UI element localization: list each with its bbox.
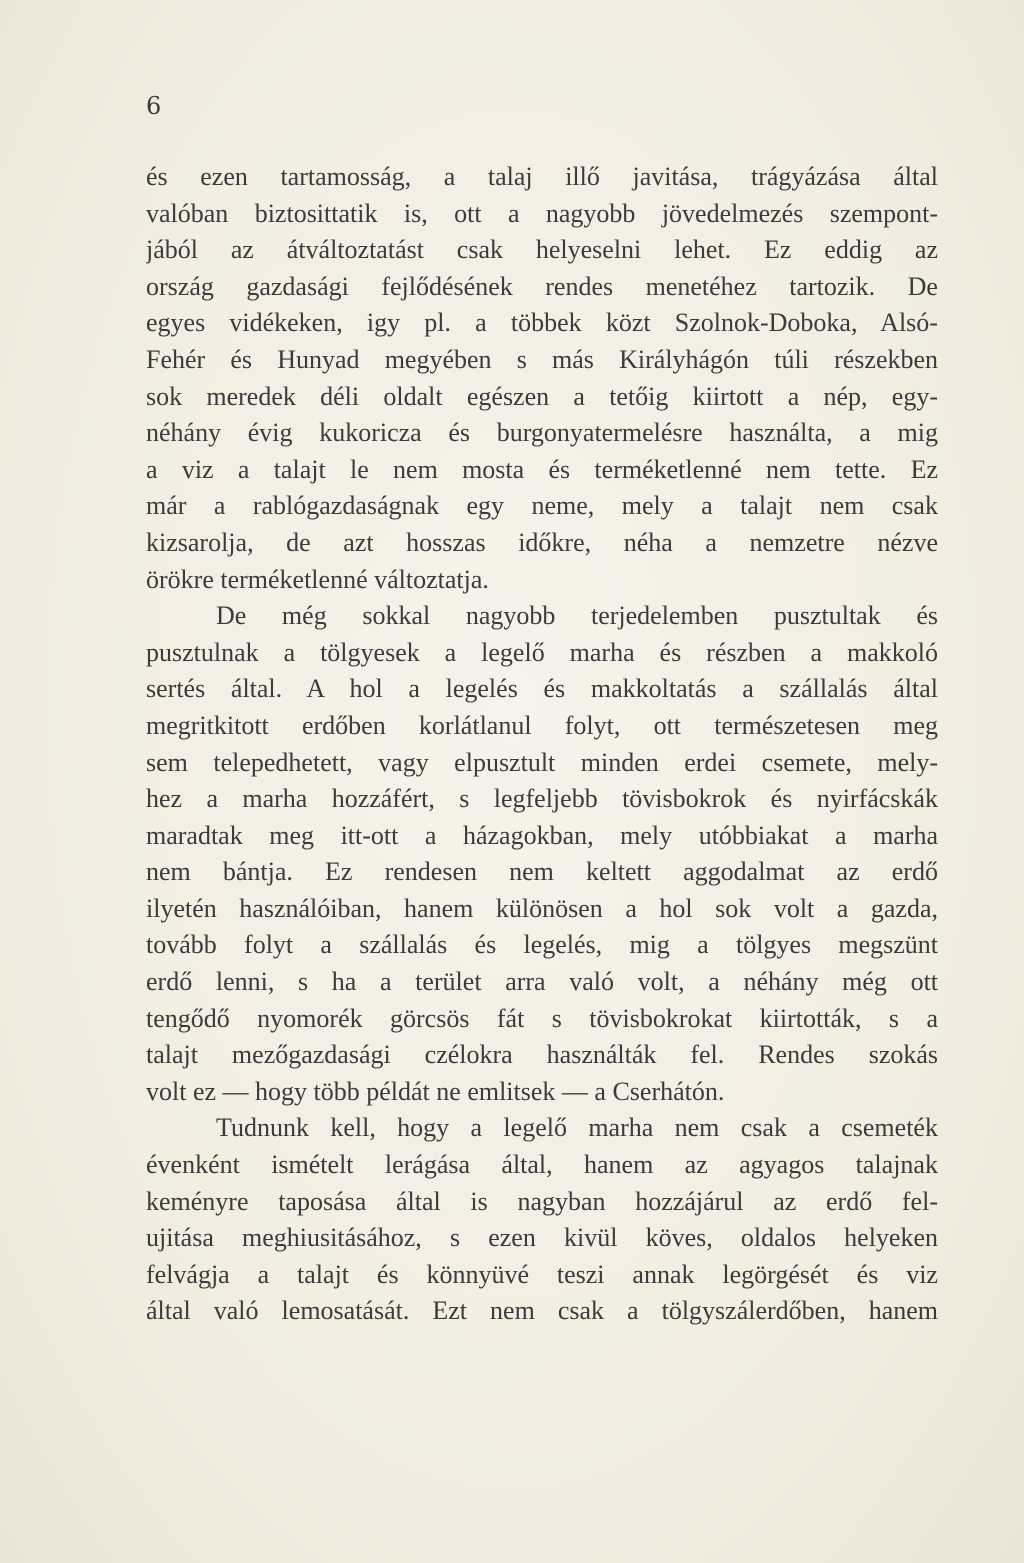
text-line: pusztulnak a tölgyesek a legelő marha és részben a makkoló bbox=[146, 637, 938, 667]
text-line: és ezen tartamosság, a talaj illő javitása, trágyázása által bbox=[146, 162, 938, 191]
text-line: évenként ismételt lerágása által, hanem az agyagos talajnak bbox=[146, 1150, 938, 1180]
body-text bbox=[146, 159, 938, 1330]
text-line: keményre taposása által is nagyban hozzájárul az erdő fel- bbox=[146, 1186, 938, 1216]
text-line: sertés által. A hol a legelés és makkoltatás a szállalás által bbox=[146, 674, 938, 704]
text-line: sok meredek déli oldalt egészen a tetőig kiirtott a nép, egy- bbox=[146, 381, 938, 411]
text-line: volt ez — hogy több példát ne emlitsek — a Cserhátón. bbox=[146, 1076, 725, 1106]
text-line: maradtak meg itt-ott a házagokban, mely utóbbiakat a marha bbox=[146, 820, 938, 850]
text-line: ország gazdasági fejlődésének rendes menetéhez tartozik. De bbox=[146, 271, 938, 301]
text-line: néhány évig kukoricza és burgonyatermelésre használta, a mig bbox=[146, 418, 938, 448]
text-line: sem telepedhetett, vagy elpusztult minden erdei csemete, mely- bbox=[146, 747, 938, 777]
text-line: felvágja a talajt és könnyüvé teszi annak legörgését és viz bbox=[146, 1259, 938, 1289]
text-line: örökre terméketlenné változtatja. bbox=[146, 564, 489, 594]
text-line: nem bántja. Ez rendesen nem keltett aggodalmat az erdő bbox=[146, 857, 938, 887]
text-line: által való lemosatását. Ezt nem csak a tölgyszálerdőben, hanem bbox=[146, 1296, 938, 1326]
text-line: talajt mezőgazdasági czélokra használták fel. Rendes szokás bbox=[146, 1040, 938, 1070]
text-line: tengődő nyomorék görcsös fát s tövisbokrokat kiirtották, s a bbox=[146, 1003, 938, 1033]
text-line: egyes vidékeken, igy pl. a többek közt Szolnok-Doboka, Alsó- bbox=[146, 308, 938, 338]
text-line: ilyetén használóiban, hanem különösen a hol sok volt a gazda, bbox=[146, 893, 938, 923]
text-line: Fehér és Hunyad megyében s más Királyhágón túli részekben bbox=[146, 344, 938, 374]
text-line: erdő lenni, s ha a terület arra való volt, a néhány még ott bbox=[146, 967, 938, 997]
text-line: már a rablógazdaságnak egy neme, mely a talajt nem csak bbox=[146, 491, 938, 521]
text-line: De még sokkal nagyobb terjedelemben pusztultak és bbox=[216, 601, 938, 631]
text-line: kizsarolja, de azt hosszas időkre, néha a nemzetre nézve bbox=[146, 527, 938, 557]
text-line: megritkitott erdőben korlátlanul folyt, ott természetesen meg bbox=[146, 710, 938, 740]
text-line: valóban biztosittatik is, ott a nagyobb jövedelmezés szempont- bbox=[146, 198, 938, 228]
text-line: ujitása meghiusitásához, s ezen kivül köves, oldalos helyeken bbox=[146, 1223, 938, 1253]
page-number: 6 bbox=[146, 92, 162, 120]
text-line: tovább folyt a szállalás és legelés, mig a tölgyes megszünt bbox=[146, 930, 938, 960]
text-line: hez a marha hozzáfért, s legfeljebb tövisbokrok és nyirfácskák bbox=[146, 784, 938, 814]
text-line: a viz a talajt le nem mosta és terméketlenné nem tette. Ez bbox=[146, 454, 938, 484]
text-line: jából az átváltoztatást csak helyeselni lehet. Ez eddig az bbox=[146, 235, 938, 265]
text-line: Tudnunk kell, hogy a legelő marha nem csak a csemeték bbox=[216, 1113, 938, 1143]
